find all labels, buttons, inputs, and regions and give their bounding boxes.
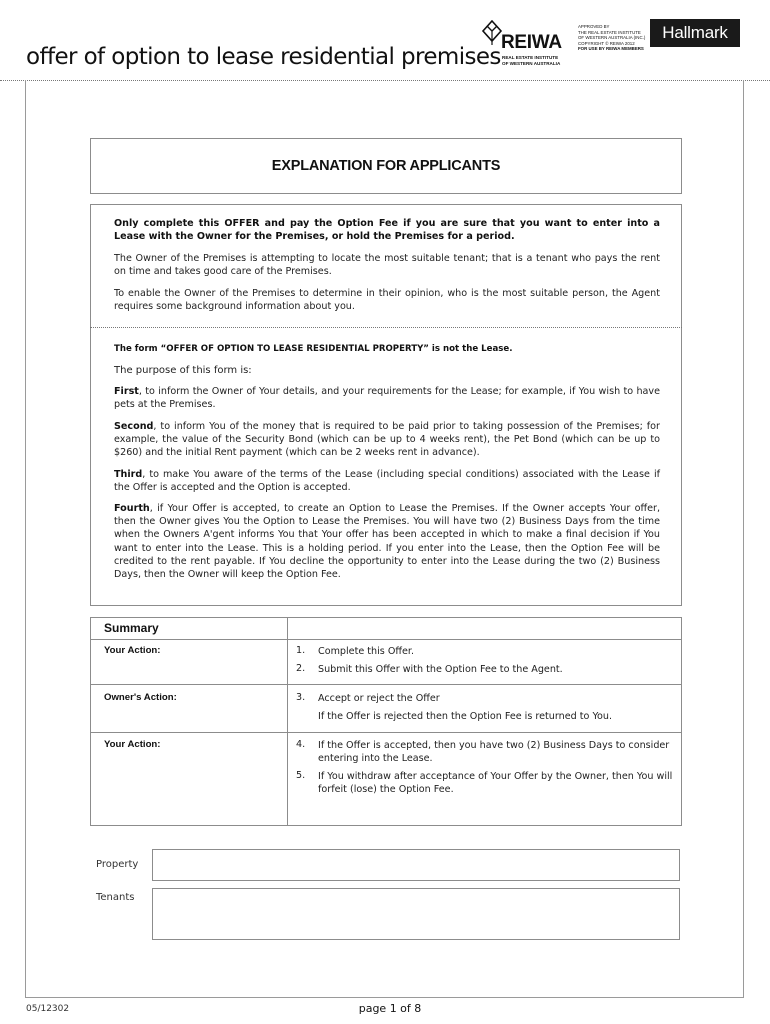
property-field[interactable] — [152, 849, 680, 881]
reiwa-subtitle-line: REAL ESTATE INSTITUTE — [502, 55, 559, 60]
third-paragraph — [114, 468, 660, 494]
summary-item-text: If You withdraw after acceptance of Your Offer by the Owner, then You will forfeit (lose) the Option Fee. — [318, 771, 673, 796]
reiwa-diamond-icon — [481, 20, 503, 46]
enable-paragraph: To enable the Owner of the Premises to determine in their opinion, who is the most suitable person, the Agent requires some background information about you. — [114, 288, 660, 313]
summary-item-text: Complete this Offer. — [318, 646, 415, 657]
third-label: Third — [114, 469, 143, 480]
summary-item-number: 4. — [296, 739, 306, 750]
first-paragraph — [114, 385, 660, 411]
summary-item-text: Submit this Offer with the Option Fee to the Agent. — [318, 664, 563, 675]
fourth-paragraph — [114, 502, 660, 581]
intro-bold-text: Only complete this OFFER and pay the Option Fee if you are sure that you want to enter into a Lease with the Owner for the Premises, or hold the Premises for a period. — [114, 218, 660, 243]
reiwa-logo: REIWA — [501, 32, 562, 53]
approval-line: FOR USE BY REIWA MEMBERS — [578, 46, 644, 52]
summary-item-number: 5. — [296, 770, 306, 781]
summary-row-label: Owner's Action: — [104, 692, 177, 703]
first-text: , to inform the Owner of Your details, and your requirements for the Lease; for example, if You wish to have pets at the Premises. — [114, 386, 660, 411]
approval-line: APPROVED BY — [578, 24, 610, 29]
explanation-divider — [90, 327, 682, 328]
summary-item-number: 3. — [296, 692, 306, 703]
tenants-field[interactable] — [152, 888, 680, 940]
summary-item-number: 1. — [296, 645, 306, 656]
approval-line: OF WESTERN AUSTRALIA (INC.) — [578, 35, 646, 41]
summary-row-label: Your Action: — [104, 645, 161, 656]
explanation-heading: EXPLANATION FOR APPLICANTS — [271, 158, 501, 174]
hallmark-logo: Hallmark — [650, 19, 740, 47]
summary-item-text: Accept or reject the Offer — [318, 693, 440, 704]
summary-column-divider — [287, 617, 288, 826]
reiwa-subtitle — [502, 55, 560, 66]
second-paragraph — [114, 420, 660, 460]
second-text: , to inform You of the money that is required to be paid prior to taking possession of the Premises; for example, the value of the Security Bond (which can be up to 4 weeks rent), the Pet Bond (which can be up to $260) and the initial Rent payment (which can be 2 weeks rent in advance). — [114, 421, 660, 459]
first-label: First — [114, 386, 139, 397]
summary-row-label: Your Action: — [104, 739, 161, 750]
not-lease-note: The form “OFFER OF OPTION TO LEASE RESIDENTIAL PROPERTY” is not the Lease. — [114, 344, 513, 354]
property-label: Property — [96, 859, 139, 870]
summary-item-number: 2. — [296, 663, 306, 674]
page-number: page 1 of 8 — [358, 1002, 422, 1015]
summary-header-divider — [90, 639, 682, 640]
second-label: Second — [114, 421, 154, 432]
document-title: offer of option to lease residential premises — [26, 44, 501, 70]
approval-notice — [578, 24, 645, 52]
third-text: , to make You aware of the terms of the Lease (including special conditions) associated with the Lease if the Offer is accepted and the Option is accepted. — [114, 469, 660, 494]
owner-paragraph: The Owner of the Premises is attempting to locate the most suitable tenant; that is a tenant who pays the rent on time and takes good care of the Premises. — [114, 253, 660, 278]
tenants-label: Tenants — [96, 892, 135, 903]
approval-line: COPYRIGHT © REIWA 2012 — [578, 40, 635, 46]
summary-item-text: If the Offer is accepted, then you have two (2) Business Days to consider entering into the Lease. — [318, 740, 670, 765]
summary-item-text: If the Offer is rejected then the Option Fee is returned to You. — [318, 711, 613, 722]
explanation-heading-panel — [90, 138, 682, 194]
fourth-label: Fourth — [114, 503, 150, 514]
summary-row-divider — [90, 732, 682, 733]
reiwa-subtitle-line: OF WESTERN AUSTRALIA — [502, 60, 561, 66]
summary-row-divider — [90, 684, 682, 685]
fourth-text: , if Your Offer is accepted, to create an Option to Lease the Premises. If the Owner accepts Your offer, then the Owner gives You the Option to Lease the Premises. You will have two (2) Business Days from the time when the Owners A'gent informs You that Your offer has been accepted in which to make a final decision if You want to enter into the Lease. This is a holding period. If you enter into the Lease, then the Option Fee will be credited to the rent payable. If You decline the opportunity to enter into the Lease during the two (2) Business Days, then the Owner will keep the Option Fee. — [114, 503, 660, 581]
approval-line: THE REAL ESTATE INSTITUTE — [578, 29, 641, 35]
purpose-text: The purpose of this form is: — [114, 365, 252, 376]
summary-title: Summary — [104, 621, 159, 635]
form-code: 05/12302 — [26, 1004, 70, 1014]
